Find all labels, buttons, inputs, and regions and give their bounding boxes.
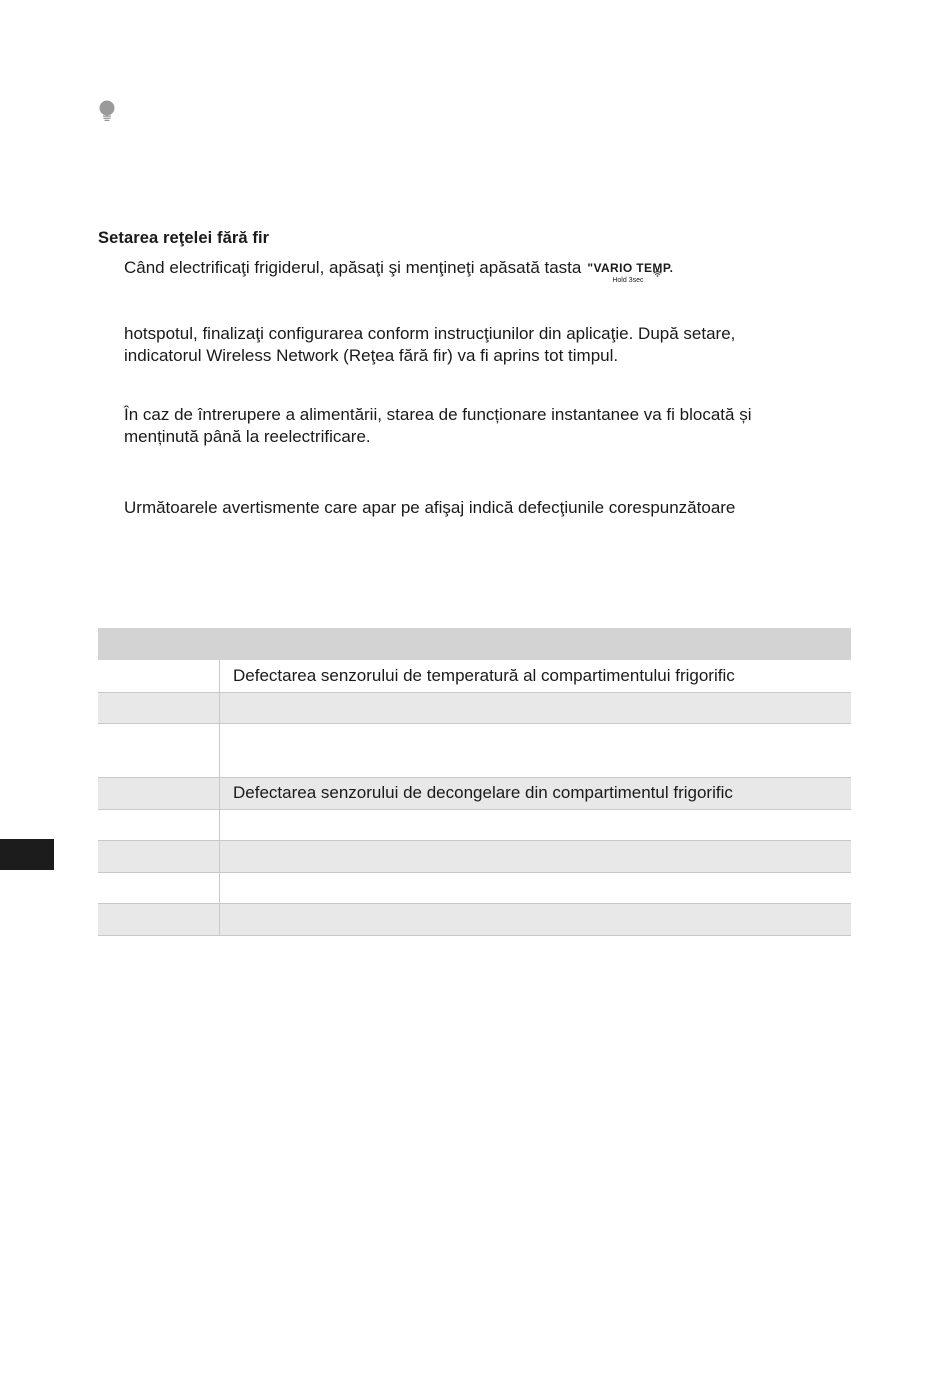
table-row [98,872,851,903]
fault-table-header-cell [98,628,851,660]
table-row [98,692,851,723]
paragraph-power-failure-line-1: În caz de întrerupere a alimentării, starea de funcționare instantanee va fi blocată și [124,405,752,424]
fault-code-cell [98,723,220,777]
fault-code-cell [98,692,220,723]
vario-temp-key-label: "VARIO TEMP. [587,261,674,275]
fault-code-cell [98,872,220,903]
table-row [98,840,851,872]
vario-temp-key-graphic [587,257,679,284]
paragraph-warnings-intro: Următoarele avertismente care apar pe afişaj indică defecţiunile corespunzătoare [124,498,736,517]
table-row [98,903,851,935]
fault-description-cell [220,903,852,935]
fault-description-cell [220,723,852,777]
fault-table-header [98,628,851,660]
table-row [98,809,851,840]
section-heading: Setarea reţelei fără fir [98,229,270,247]
wifi-icon [653,271,662,277]
table-row [98,777,851,809]
fault-description-cell [220,840,852,872]
paragraph-power-failure-line-2: menținută până la reelectrificare. [124,427,371,446]
paragraph-power-failure [124,404,751,448]
fault-description-cell [220,809,852,840]
fault-code-cell [98,840,220,872]
fault-description-cell [220,872,852,903]
fault-code-cell [98,809,220,840]
fault-description-cell [220,692,852,723]
fault-code-cell [98,660,220,692]
fault-description-cell: Defectarea senzorului de decongelare din compartimentul frigorific [220,777,852,809]
paragraph-hotspot [124,323,735,367]
fault-code-cell [98,903,220,935]
fault-code-cell [98,777,220,809]
paragraph-power-on-text: Când electrificaţi frigiderul, apăsaţi şi menţineţi apăsată tasta [124,258,582,277]
hold-3sec-label: Hold 3sec [612,277,644,284]
fault-description-cell: Defectarea senzorului de temperatură al compartimentului frigorific [220,660,852,692]
lightbulb-icon [98,100,116,122]
paragraph-power-on [124,257,679,284]
side-language-tab [0,839,54,870]
paragraph-hotspot-line-2: indicatorul Wireless Network (Reţea fără fir) va fi aprins tot timpul. [124,346,619,365]
fault-table [98,628,851,936]
paragraph-hotspot-line-1: hotspotul, finalizaţi configurarea conform instrucţiunilor din aplicaţie. După setare, [124,324,736,343]
table-row [98,660,851,692]
table-row [98,723,851,777]
